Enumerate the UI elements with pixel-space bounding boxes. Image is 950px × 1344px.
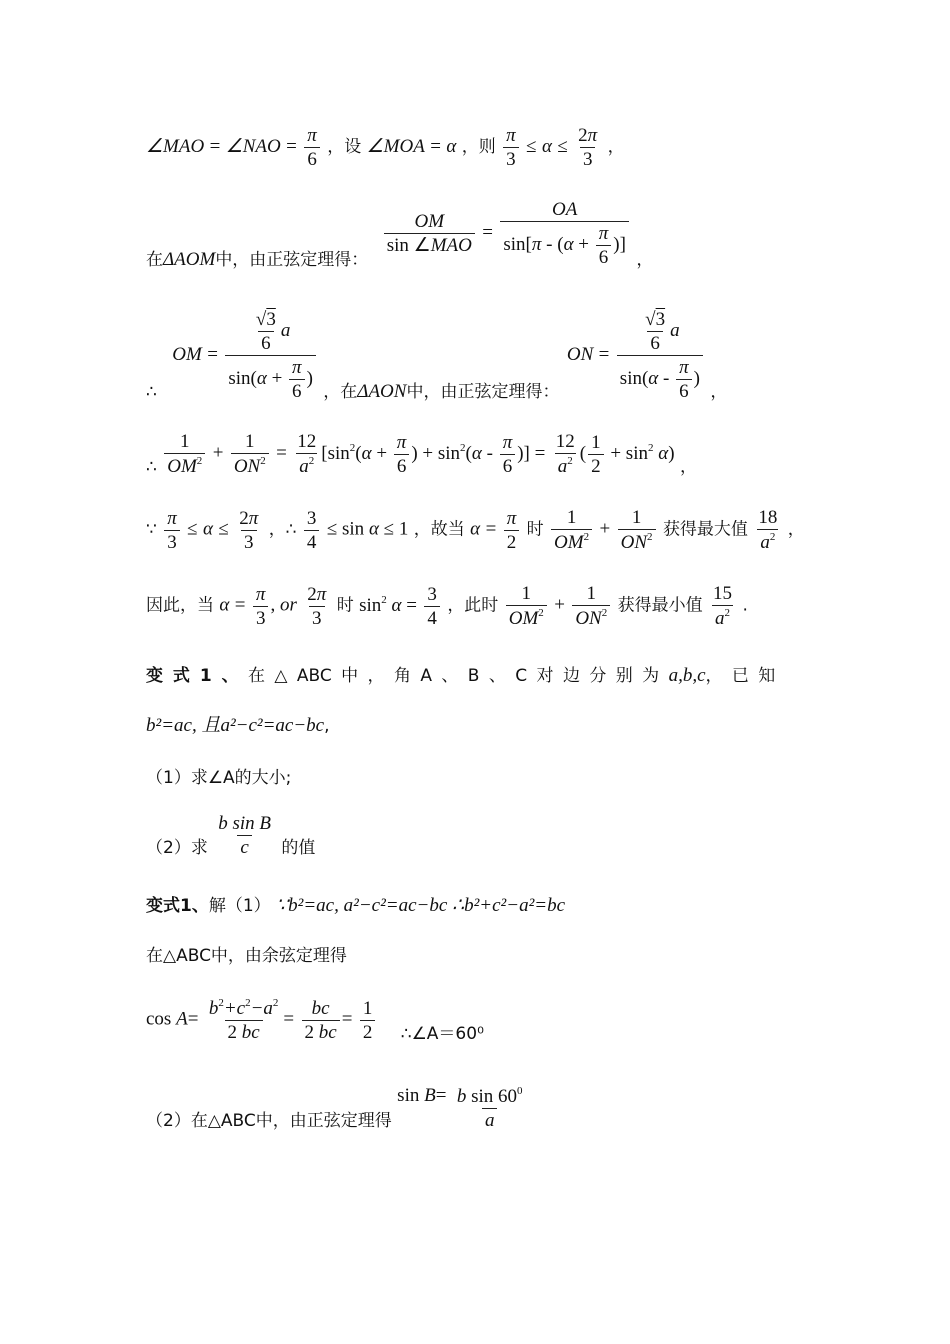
- line6-text-3: 获得最小值: [617, 595, 703, 616]
- variant-abc: a,b,c: [668, 665, 706, 686]
- line3-text-2: 中，由正弦定理得：: [406, 382, 560, 402]
- line-4: ∴ $\frac{1}{OM^2}$ + $\frac{1}{ON^2}$ = $\frac{12}{a^2}$ [$\sin^2(\alpha$ + $\frac{\pi}{6}$ ) + $\sin^2(\alpha$ - $\frac{\pi}{6}$ )] = $\frac{12}{a^2}$ ( $\frac{1}{2}$ + $\sin^2 \alpha$) ，: [146, 431, 697, 477]
- line6-text-4: .: [742, 595, 748, 616]
- solution-cos-line: cos A= $\frac{b^2+c^2-a^2}{2 bc}$ = $\frac{bc}{2 bc}$ = $\frac{1}{2}$ ∴∠A＝60⁰: [146, 997, 484, 1044]
- line5-text-5: ，: [787, 519, 805, 540]
- variant-heading-line: [146, 666, 775, 685]
- question-2-post: 的值: [281, 838, 316, 858]
- line3-text-1: ，在: [323, 382, 358, 402]
- line1-text-1: ，设: [327, 137, 362, 157]
- line6-text-0: 因此，当: [146, 595, 214, 616]
- line-2: 在ΔAOM中，由正弦定理得： $\frac{OM}{\text{sin ∠MAO}}$ = OA sin[π - (α + $\frac{\pi}{6}$ )] ，: [146, 199, 654, 270]
- question-2: （2）求 $\frac{\text{b sin B}}{c}$ 的值: [146, 813, 316, 858]
- solution-equation-1: ∵b²=ac, a²−c²=ac−bc ∴b²+c²−a²=bc: [276, 895, 566, 916]
- solution-lead: 解（1）: [208, 896, 271, 916]
- line3-end: ，: [710, 382, 728, 402]
- variant-statement: 在 △ ABC 中 ， 角 A 、 B 、 C 对 边 分 别 为: [248, 666, 660, 686]
- triangle-aon: ΔAON: [357, 381, 407, 402]
- line-6: 因此，当 α = $\frac{\pi}{3}$ , or $\frac{2\pi}{3}$ 时 $\sin^2 \alpha$ = $\frac{3}{4}$ ，此时 $\frac{1}{OM^2}$ + $\frac{1}{ON^2}$ 获得最小值 $\frac{15}{a^2}$ .: [146, 583, 748, 629]
- variant-title: 变 式 1 、: [146, 666, 239, 686]
- variant-condition-end: ,: [324, 716, 330, 736]
- fraction-pi-6: $\frac{\pi}{6}$: [304, 126, 320, 169]
- because-symbol: ∵: [146, 519, 157, 540]
- line5-text-3: 时: [526, 519, 544, 540]
- therefore-symbol-2: ∴: [146, 457, 157, 477]
- line5-text-1: ，∴: [268, 519, 297, 540]
- line6-text-1: 时: [336, 595, 354, 616]
- line5-text-2: ，故当: [413, 519, 465, 540]
- line1-text-2: ，则: [461, 137, 496, 157]
- line5-text-4: 获得最大值: [662, 519, 748, 540]
- line6-text-2: ，此时: [447, 595, 499, 616]
- question-2-pre: （2）求: [146, 838, 208, 858]
- variant-known: ， 已 知: [705, 666, 776, 686]
- line-3: ∴ OM = $\frac{√3}{6}$ a sin(α + $\frac{\pi}{6}$ ) ，在ΔAON中，由正弦定理得： ON = $\frac{√3}{6}$ a sin(α - $\frac{\pi}{6}$ ) ，: [146, 309, 728, 402]
- solution-part-2: （2）在△ABC中，由正弦定理得 sin B= $\frac{b \sin 60^0}{a}$: [146, 1085, 523, 1131]
- variant-condition-expr: b²=ac, 且a²−c²=ac−bc: [146, 715, 325, 736]
- line2-end: ，: [636, 250, 654, 270]
- line-1: ∠MAO = ∠NAO = $\frac{\pi}{6}$ ，设 ∠MOA = α ，则 $\frac{\pi}{3}$ ≤ α ≤ $\frac{2\pi}{3}$ ，: [146, 125, 625, 170]
- solution-title: 变式1、: [146, 896, 209, 916]
- solution-cosine-law-text: 在△ABC中，由余弦定理得: [146, 946, 347, 966]
- solution-line-1: [146, 896, 565, 915]
- line2-lead: 在: [146, 250, 163, 270]
- line1-text-3: ，: [607, 137, 625, 157]
- question-1: [146, 770, 291, 787]
- line2-text: 中，由正弦定理得：: [215, 250, 369, 270]
- solution-sine-law-text: （2）在△ABC中，由正弦定理得: [146, 1111, 392, 1131]
- question-1-text: （1）求∠A的大小;: [146, 768, 292, 788]
- angle-result: ∴∠A＝60⁰: [400, 1023, 484, 1044]
- solution-line-2: [146, 948, 347, 965]
- triangle-aom: ΔAOM: [163, 249, 216, 270]
- line-5: ∵ $\frac{\pi}{3}$ ≤ α ≤ $\frac{2\pi}{3}$ ，∴ $\frac{3}{4}$ ≤ sin α ≤ 1 ，故当 α = $\frac{\pi}{2}$ 时 $\frac{1}{OM^2}$ + $\frac{1}{ON^2}$ 获得最大值 $\frac{18}{a^2}$ ，: [146, 507, 805, 553]
- line4-end: ，: [679, 457, 697, 477]
- variant-condition: [146, 716, 330, 735]
- therefore-symbol: ∴: [146, 382, 157, 402]
